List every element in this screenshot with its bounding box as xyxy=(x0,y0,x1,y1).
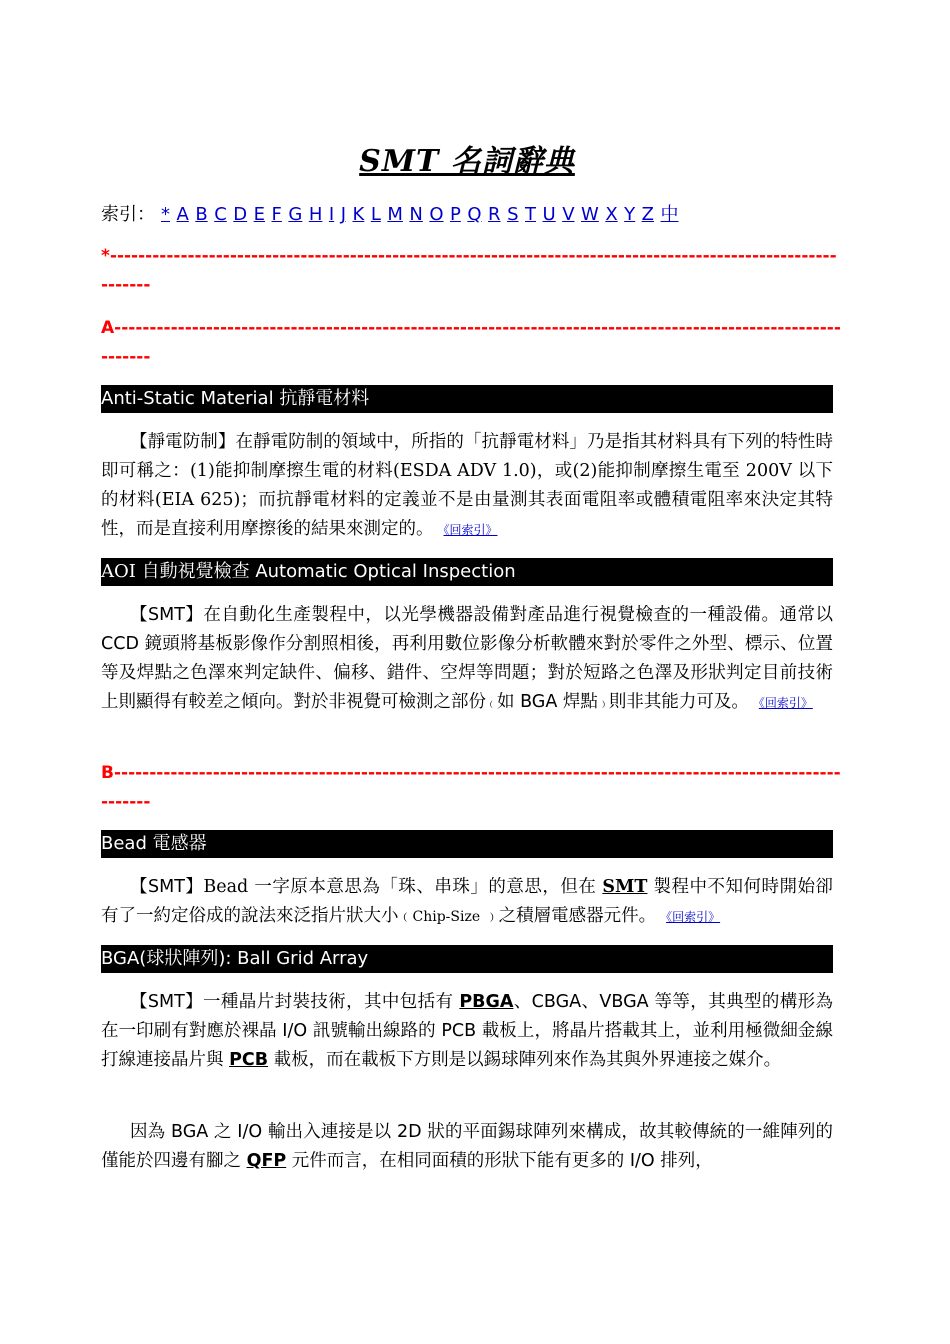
index-link-y[interactable]: Y xyxy=(624,204,636,225)
index-link-k[interactable]: K xyxy=(352,204,365,225)
index-link-o[interactable]: O xyxy=(429,204,444,225)
back-to-index-link[interactable]: 《回索引》 xyxy=(443,523,498,537)
page-title: SMT 名詞辭典 xyxy=(359,144,575,179)
pcb-link[interactable]: PCB xyxy=(229,1050,269,1070)
entry-heading-anti-static: Anti-Static Material 抗靜電材料 xyxy=(101,385,833,413)
entry-body-bead: 【SMT】Bead 一字原本意思為「珠、串珠」的意思，但在 SMT 製程中不知何時開始卻有了一約定俗成的說法來泛指片狀大小﹙Chip-Size ﹚之積層電感器元件。 《回索引》 xyxy=(101,877,833,926)
entry-body-aoi: 【SMT】在自動化生產製程中，以光學機器設備對產品進行視覺檢查的一種設備。通常以 CCD 鏡頭將基板影像作分割照相後，再利用數位影像分析軟體來對於零件之外型、標示、位置等及焊點之色澤來判定缺件、偏移、錯件、空焊等問題；對於短路之色澤及形狀判定目前技術上則顯得有較差之傾向。對於非視覺可檢測之部份﹙如 BGA 焊點﹚則非其能力可及。 《回索引》 xyxy=(101,605,833,712)
index-link-l[interactable]: L xyxy=(370,204,381,225)
index-link-g[interactable]: G xyxy=(288,204,303,225)
entry-heading-aoi: AOI 自動視覺檢查 Automatic Optical Inspection xyxy=(101,558,833,586)
index-link-e[interactable]: E xyxy=(253,204,266,225)
index-link-q[interactable]: Q xyxy=(467,204,482,225)
section-header-star: *-------------------------------------------------------------------------------------------------------------- xyxy=(101,246,837,295)
section-header-a: A-------------------------------------------------------------------------------------------------------------- xyxy=(101,318,841,367)
index-link-star[interactable]: * xyxy=(161,204,170,225)
index-link-c[interactable]: C xyxy=(214,204,227,225)
back-to-index-link[interactable]: 《回索引》 xyxy=(666,910,721,924)
entry-body-bga-p2: 因為 BGA 之 I/O 輸出入連接是以 2D 狀的平面錫球陣列來構成，故其較傳統的一維陣列的僅能於四邊有腳之 QFP 元件而言，在相同面積的形狀下能有更多的 I/O 排列， xyxy=(101,1122,833,1171)
index-link-r[interactable]: R xyxy=(488,204,501,225)
index-link-w[interactable]: W xyxy=(581,204,599,225)
index-link-x[interactable]: X xyxy=(605,204,618,225)
entry-heading-bga: BGA(球狀陣列): Ball Grid Array xyxy=(101,945,833,973)
index-link-zh[interactable]: 中 xyxy=(660,204,679,225)
smt-link[interactable]: SMT xyxy=(602,877,648,897)
entry-body-anti-static: 【靜電防制】在靜電防制的領域中，所指的「抗靜電材料」乃是指其材料具有下列的特性時即可稱之：(1)能抑制摩擦生電的材料(ESDA ADV 1.0)，或(2)能抑制摩擦生電至 200V 以下的材料(EIA 625)；而抗靜電材料的定義並不是由量測其表面電阻率或體積電阻率來決定其特性，而是直接利用摩擦後的結果來測定的。 《回索引》 xyxy=(101,432,834,539)
alphabet-index xyxy=(101,200,685,226)
index-link-d[interactable]: D xyxy=(233,204,248,225)
index-link-z[interactable]: Z xyxy=(641,204,655,225)
index-link-v[interactable]: V xyxy=(562,204,575,225)
back-to-index-link[interactable]: 《回索引》 xyxy=(758,696,813,710)
index-link-h[interactable]: H xyxy=(308,204,323,225)
index-link-n[interactable]: N xyxy=(409,204,423,225)
index-link-u[interactable]: U xyxy=(542,204,556,225)
index-link-p[interactable]: P xyxy=(450,204,461,225)
qfp-link[interactable]: QFP xyxy=(246,1151,287,1171)
entry-heading-bead: Bead 電感器 xyxy=(101,830,833,858)
entry-body-bga-p1: 【SMT】一種晶片封裝技術，其中包括有 PBGA、CBGA、VBGA 等等，其典型的構形為在一印刷有對應於裸晶 I/O 訊號輸出線路的 PCB 載板上，將晶片搭載其上，並利用極微細金線打線連接晶片與 PCB 載板，而在載板下方則是以錫球陣列來作為其與外界連接之媒介。 xyxy=(101,992,833,1070)
index-link-a[interactable]: A xyxy=(176,204,189,225)
index-link-j[interactable]: J xyxy=(340,204,346,225)
index-link-b[interactable]: B xyxy=(195,204,208,225)
index-link-m[interactable]: M xyxy=(387,204,403,225)
pbga-link[interactable]: PBGA xyxy=(459,992,514,1012)
index-link-i[interactable]: I xyxy=(328,204,335,225)
index-link-f[interactable]: F xyxy=(271,204,282,225)
section-header-b: B-------------------------------------------------------------------------------------------------------------- xyxy=(101,763,841,812)
index-label: 索引： xyxy=(101,204,155,225)
index-link-t[interactable]: T xyxy=(525,204,536,225)
index-link-s[interactable]: S xyxy=(507,204,519,225)
